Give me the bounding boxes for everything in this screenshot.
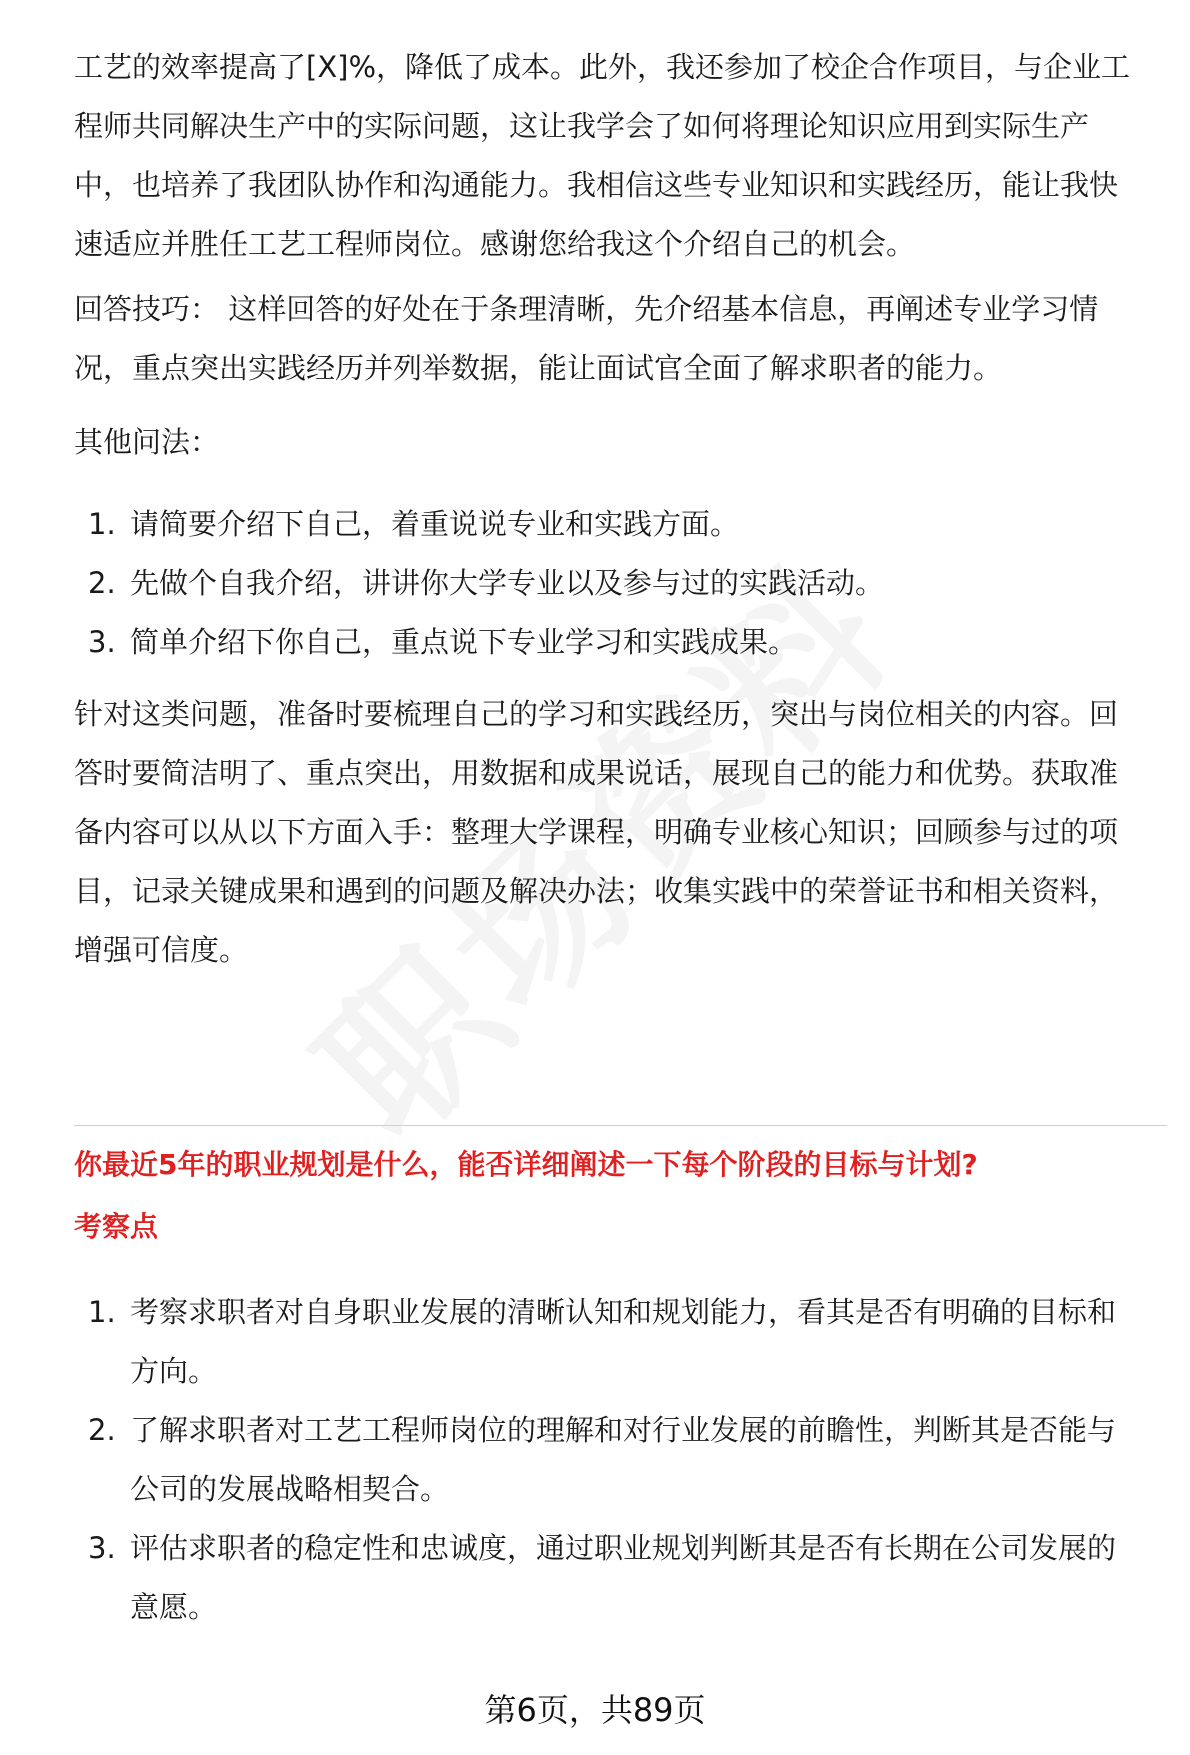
list-number: 1. — [88, 1295, 116, 1329]
list-text: 请简要介绍下自己，着重说说专业和实践方面。 — [130, 507, 740, 541]
page-number-footer: 第6页，共89页 — [484, 1691, 706, 1729]
list-text: 评估求职者的稳定性和忠诚度，通过职业规划判断其是否有长期在公司发展的意愿。 — [130, 1531, 1117, 1624]
paragraph-answer-tips: 回答技巧： 这样回答的好处在于条理清晰，先介绍基本信息，再阐述专业学习情况，重点突出实践经历并列举数据，能让面试官全面了解求职者的能力。 — [74, 292, 1099, 385]
paragraph-intro-continuation: 工艺的效率提高了[X]%，降低了成本。此外，我还参加了校企合作项目，与企业工程师共同解决生产中的实际问题，这让我学会了如何将理论知识应用到实际生产中，也培养了我团队协作和沟通能力。我相信这些专业知识和实践经历，能让我快速适应并胜任工艺工程师岗位。感谢您给我这个介绍自己的机会。 — [74, 50, 1131, 261]
list-number: 2. — [88, 566, 116, 600]
question-subtitle: 考察点 — [74, 1210, 159, 1243]
list-item — [74, 1283, 1134, 1401]
paragraph-preparation-advice: 针对这类问题，准备时要梳理自己的学习和实践经历，突出与岗位相关的内容。回答时要简洁明了、重点突出，用数据和成果说话，展现自己的能力和优势。获取准备内容可以从以下方面入手：整理大学课程，明确专业核心知识；回顾参与过的项目，记录关键成果和遇到的问题及解决办法；收集实践中的荣誉证书和相关资料，增强可信度。 — [74, 697, 1119, 967]
list-text: 考察求职者对自身职业发展的清晰认知和规划能力，看其是否有明确的目标和方向。 — [130, 1295, 1117, 1388]
question-title: 你最近5年的职业规划是什么，能否详细阐述一下每个阶段的目标与计划? — [74, 1148, 978, 1181]
list-item — [74, 495, 1134, 554]
list-number: 2. — [88, 1413, 116, 1447]
paragraph-other-questions-heading: 其他问法： — [74, 425, 220, 459]
list-text: 先做个自我介绍，讲讲你大学专业以及参与过的实践活动。 — [130, 566, 885, 600]
list-item — [74, 1519, 1134, 1637]
list-item — [74, 554, 1134, 613]
list-number: 3. — [88, 625, 116, 659]
list-number: 1. — [88, 507, 116, 541]
section-divider — [74, 1125, 1167, 1126]
list-item — [74, 1401, 1134, 1519]
list-number: 3. — [88, 1531, 116, 1565]
assessment-points-list — [74, 1283, 1134, 1637]
other-questions-list — [74, 495, 1134, 672]
list-text: 简单介绍下你自己，重点说下专业学习和实践成果。 — [130, 625, 798, 659]
list-text: 了解求职者对工艺工程师岗位的理解和对行业发展的前瞻性，判断其是否能与公司的发展战略相契合。 — [130, 1413, 1117, 1506]
list-item — [74, 613, 1134, 672]
